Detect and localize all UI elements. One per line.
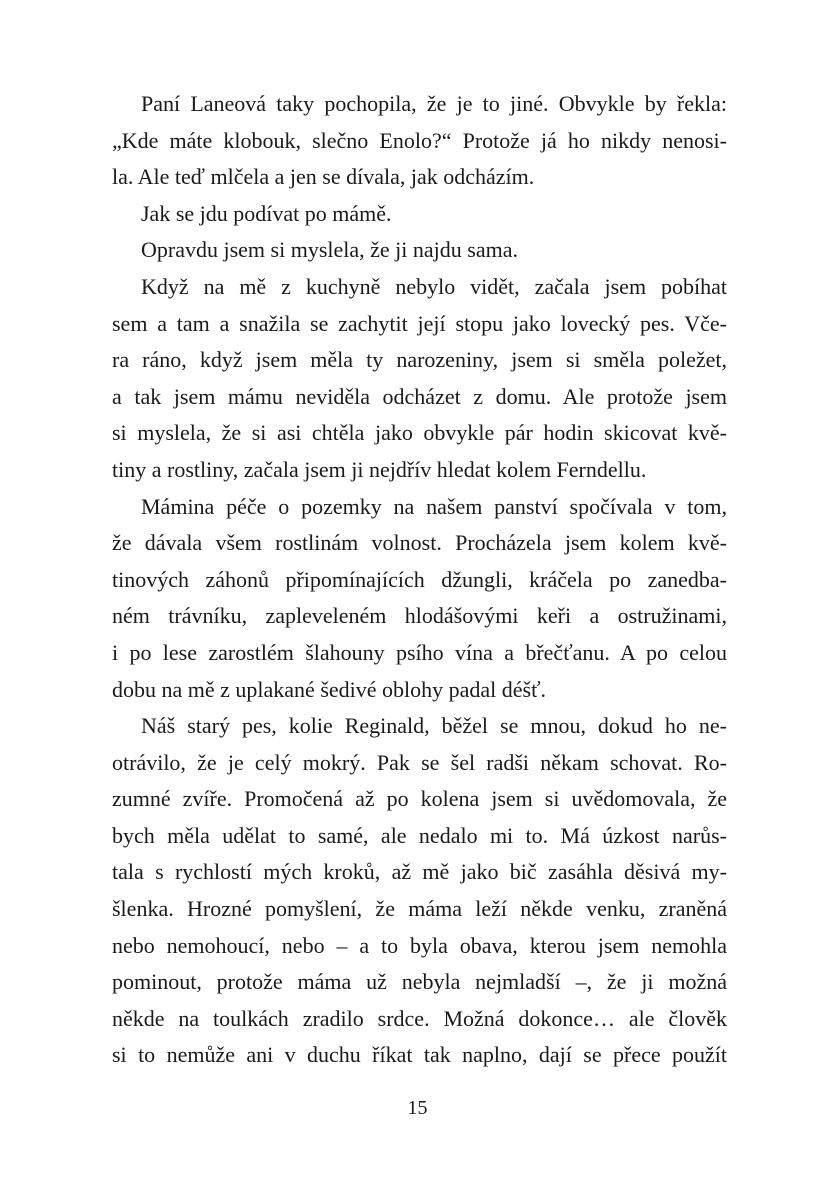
text-line: „Kde máte klobouk, slečno Enolo?“ Protože já ho nikdy nenosi-: [112, 127, 727, 153]
text-line: i po lese zarostlém šlahouny psího vína a břečťanu. A po celou: [112, 639, 727, 665]
text-line: Mámina péče o pozemky na našem panství spočívala v tom,: [141, 493, 727, 519]
text-line: Opravdu jsem si myslela, že ji najdu sama.: [141, 237, 518, 263]
page-number: 15: [407, 1097, 428, 1119]
text-line: Náš starý pes, kolie Reginald, běžel se mnou, dokud ho ne-: [141, 713, 727, 739]
text-line: si to nemůže ani v duchu říkat tak naplno, dají se přece použít: [112, 1042, 727, 1068]
text-line: si myslela, že si asi chtěla jako obvykle pár hodin skicovat kvě-: [112, 420, 727, 446]
text-line: zumné zvíře. Promočená až po kolena jsem si uvědomovala, že: [112, 786, 727, 812]
text-line: Když na mě z kuchyně nebylo vidět, začala jsem pobíhat: [141, 273, 727, 299]
text-line: sem a tam a snažila se zachytit její stopu jako lovecký pes. Vče-: [112, 310, 727, 336]
text-line: dobu na mě z uplakané šedivé oblohy padal déšť.: [112, 676, 546, 702]
text-line: někde na toulkách zradilo srdce. Možná dokonce… ale člověk: [112, 1005, 727, 1031]
text-line: že dávala všem rostlinám volnost. Procházela jsem kolem kvě-: [112, 530, 727, 556]
text-line: Paní Laneová taky pochopila, že je to jiné. Obvykle by řekla:: [141, 91, 727, 116]
text-line: tinových záhonů připomínajících džungli, kráčela po zanedba-: [112, 566, 727, 592]
text-line: pominout, protože máma už nebyla nejmladší –, že ji možná: [112, 969, 727, 995]
text-line: tala s rychlostí mých kroků, až mě jako bič zasáhla děsivá my-: [112, 859, 727, 885]
text-line: šlenka. Hrozné pomyšlení, že máma leží někde venku, zraněná: [112, 896, 727, 922]
text-line: a tak jsem mámu neviděla odcházet z domu. Ale protože jsem: [112, 383, 727, 409]
text-line: otrávilo, že je celý mokrý. Pak se šel radši někam schovat. Ro-: [112, 749, 727, 775]
text-line: tiny a rostliny, začala jsem ji nejdřív hledat kolem Ferndellu.: [112, 456, 647, 482]
text-line: Jak se jdu podívat po mámě.: [141, 200, 392, 226]
text-line: ra ráno, když jsem měla ty narozeniny, jsem si směla poležet,: [112, 347, 727, 373]
body-text: [112, 86, 727, 1074]
text-line: ném trávníku, zapleveleném hlodášovými keři a ostružinami,: [112, 603, 727, 629]
text-line: la. Ale teď mlčela a jen se dívala, jak odcházím.: [112, 164, 535, 190]
text-line: nebo nemohoucí, nebo – a to byla obava, kterou jsem nemohla: [112, 932, 727, 958]
text-line: bych měla udělat to samé, ale nedalo mi to. Má úzkost narůs-: [112, 822, 727, 848]
